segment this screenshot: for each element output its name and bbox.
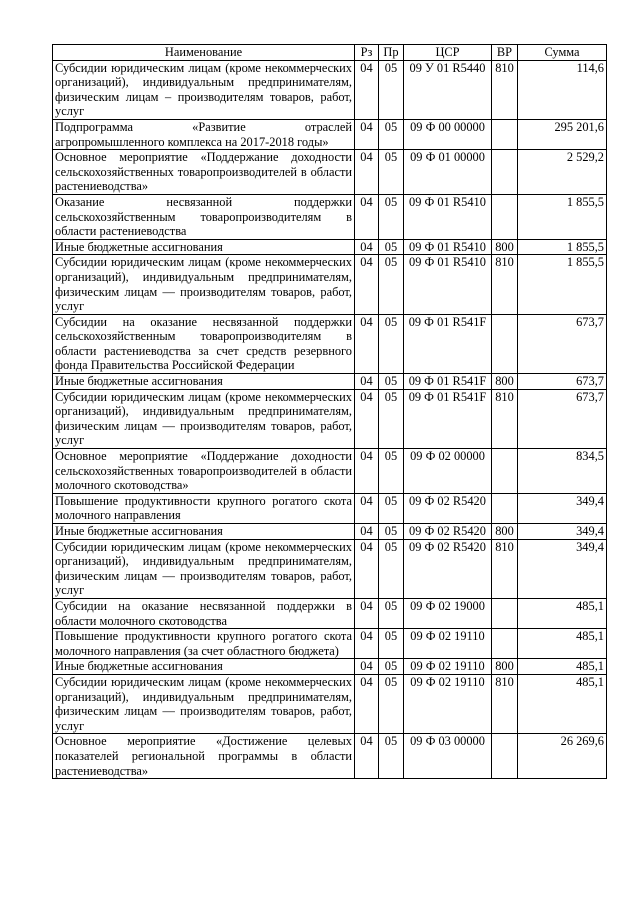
- table-row: [53, 255, 607, 314]
- table-row: [53, 150, 607, 195]
- cell-sum: 485,1: [518, 629, 607, 659]
- header-vr: ВР: [492, 45, 518, 61]
- table-row: [53, 389, 607, 448]
- cell-pr: 05: [379, 449, 404, 494]
- cell-vr: 810: [492, 255, 518, 314]
- cell-vr: 800: [492, 374, 518, 390]
- cell-pr: 05: [379, 194, 404, 239]
- cell-csr: 09 Ф 01 R541F: [404, 374, 492, 390]
- cell-name: Иные бюджетные ассигнования: [53, 524, 355, 540]
- cell-name: Подпрограмма «Развитие отраслей агропромышленного комплекса на 2017-2018 годы»: [53, 119, 355, 149]
- table-header-row: [53, 45, 607, 61]
- cell-pr: 05: [379, 119, 404, 149]
- table-row: [53, 374, 607, 390]
- cell-name: Основное мероприятие «Достижение целевых показателей региональной программы в области растениеводства»: [53, 734, 355, 779]
- cell-csr: 09 Ф 01 R5410: [404, 239, 492, 255]
- cell-rz: 04: [355, 674, 379, 733]
- table-row: [53, 598, 607, 628]
- header-csr: ЦСР: [404, 45, 492, 61]
- cell-pr: 05: [379, 524, 404, 540]
- table-row: [53, 629, 607, 659]
- budget-table: [52, 44, 607, 779]
- cell-csr: 09 Ф 01 00000: [404, 150, 492, 195]
- cell-sum: 673,7: [518, 314, 607, 373]
- cell-rz: 04: [355, 239, 379, 255]
- cell-vr: [492, 194, 518, 239]
- cell-csr: 09 Ф 02 19000: [404, 598, 492, 628]
- cell-pr: 05: [379, 674, 404, 733]
- cell-pr: 05: [379, 598, 404, 628]
- cell-rz: 04: [355, 374, 379, 390]
- cell-name: Иные бюджетные ассигнования: [53, 239, 355, 255]
- cell-vr: 800: [492, 659, 518, 675]
- table-row: [53, 314, 607, 373]
- cell-sum: 1 855,5: [518, 255, 607, 314]
- header-name: Наименование: [53, 45, 355, 61]
- cell-sum: 2 529,2: [518, 150, 607, 195]
- cell-pr: 05: [379, 659, 404, 675]
- cell-pr: 05: [379, 239, 404, 255]
- cell-rz: 04: [355, 150, 379, 195]
- cell-csr: 09 Ф 00 00000: [404, 119, 492, 149]
- cell-csr: 09 Ф 02 R5420: [404, 539, 492, 598]
- cell-vr: [492, 150, 518, 195]
- cell-name: Иные бюджетные ассигнования: [53, 374, 355, 390]
- cell-vr: [492, 449, 518, 494]
- table-row: [53, 239, 607, 255]
- cell-sum: 485,1: [518, 659, 607, 675]
- cell-name: Субсидии юридическим лицам (кроме некоммерческих организаций), индивидуальным предпринимателям, физическим лицам — производителям товаров, работ, услуг: [53, 539, 355, 598]
- cell-name: Повышение продуктивности крупного рогатого скота молочного направления: [53, 493, 355, 523]
- cell-csr: 09 Ф 01 R541F: [404, 314, 492, 373]
- cell-sum: 26 269,6: [518, 734, 607, 779]
- cell-name: Субсидии юридическим лицам (кроме некоммерческих организаций), индивидуальным предпринимателям, физическим лицам — производителям товаров, работ, услуг: [53, 255, 355, 314]
- table-row: [53, 493, 607, 523]
- cell-pr: 05: [379, 539, 404, 598]
- cell-rz: 04: [355, 449, 379, 494]
- cell-csr: 09 Ф 02 19110: [404, 629, 492, 659]
- cell-sum: 1 855,5: [518, 239, 607, 255]
- cell-sum: 485,1: [518, 674, 607, 733]
- cell-pr: 05: [379, 734, 404, 779]
- cell-name: Субсидии на оказание несвязанной поддержки в области молочного скотоводства: [53, 598, 355, 628]
- cell-csr: 09 Ф 02 19110: [404, 674, 492, 733]
- header-sum: Сумма: [518, 45, 607, 61]
- table-row: [53, 524, 607, 540]
- cell-rz: 04: [355, 539, 379, 598]
- cell-pr: 05: [379, 493, 404, 523]
- cell-vr: 800: [492, 239, 518, 255]
- cell-sum: 349,4: [518, 524, 607, 540]
- cell-sum: 349,4: [518, 539, 607, 598]
- table-row: [53, 60, 607, 119]
- cell-pr: 05: [379, 314, 404, 373]
- cell-pr: 05: [379, 255, 404, 314]
- cell-sum: 114,6: [518, 60, 607, 119]
- cell-vr: 810: [492, 60, 518, 119]
- cell-sum: 1 855,5: [518, 194, 607, 239]
- cell-rz: 04: [355, 119, 379, 149]
- table-row: [53, 539, 607, 598]
- cell-vr: [492, 119, 518, 149]
- cell-vr: [492, 629, 518, 659]
- cell-vr: [492, 734, 518, 779]
- cell-rz: 04: [355, 598, 379, 628]
- cell-name: Субсидии юридическим лицам (кроме некоммерческих организаций), индивидуальным предпринимателям, физическим лицам — производителям товаров, работ, услуг: [53, 674, 355, 733]
- cell-rz: 04: [355, 60, 379, 119]
- cell-vr: [492, 493, 518, 523]
- cell-name: Субсидии юридическим лицам (кроме некоммерческих организаций), индивидуальным предпринимателям, физическим лицам — производителям товаров, работ, услуг: [53, 389, 355, 448]
- cell-pr: 05: [379, 374, 404, 390]
- cell-sum: 349,4: [518, 493, 607, 523]
- cell-pr: 05: [379, 629, 404, 659]
- cell-vr: 810: [492, 389, 518, 448]
- cell-name: Оказание несвязанной поддержки сельскохозяйственным товаропроизводителям в области растениеводства: [53, 194, 355, 239]
- cell-rz: 04: [355, 524, 379, 540]
- cell-rz: 04: [355, 734, 379, 779]
- header-pr: Пр: [379, 45, 404, 61]
- cell-rz: 04: [355, 255, 379, 314]
- cell-vr: [492, 598, 518, 628]
- table-row: [53, 449, 607, 494]
- cell-csr: 09 Ф 01 R5410: [404, 255, 492, 314]
- cell-name: Основное мероприятие «Поддержание доходности сельскохозяйственных товаропроизводителей в области растениеводства»: [53, 150, 355, 195]
- cell-csr: 09 Ф 02 00000: [404, 449, 492, 494]
- cell-vr: 800: [492, 524, 518, 540]
- cell-name: Субсидии юридическим лицам (кроме некоммерческих организаций), индивидуальным предпринимателям, физическим лицам – производителям товаров, работ, услуг: [53, 60, 355, 119]
- cell-name: Субсидии на оказание несвязанной поддержки сельскохозяйственным товаропроизводителям в области растениеводства за счет средств резервного фонда Правительства Российской Федерации: [53, 314, 355, 373]
- cell-rz: 04: [355, 659, 379, 675]
- cell-csr: 09 Ф 03 00000: [404, 734, 492, 779]
- cell-name: Повышение продуктивности крупного рогатого скота молочного направления (за счет областного бюджета): [53, 629, 355, 659]
- cell-pr: 05: [379, 60, 404, 119]
- cell-rz: 04: [355, 629, 379, 659]
- cell-csr: 09 Ф 02 19110: [404, 659, 492, 675]
- cell-csr: 09 Ф 01 R541F: [404, 389, 492, 448]
- cell-sum: 295 201,6: [518, 119, 607, 149]
- cell-csr: 09 Ф 01 R5410: [404, 194, 492, 239]
- cell-rz: 04: [355, 194, 379, 239]
- table-row: [53, 194, 607, 239]
- cell-rz: 04: [355, 493, 379, 523]
- cell-sum: 485,1: [518, 598, 607, 628]
- header-rz: Рз: [355, 45, 379, 61]
- cell-pr: 05: [379, 389, 404, 448]
- table-row: [53, 734, 607, 779]
- cell-csr: 09 Ф 02 R5420: [404, 524, 492, 540]
- cell-name: Основное мероприятие «Поддержание доходности сельскохозяйственных товаропроизводителей в области молочного скотоводства»: [53, 449, 355, 494]
- cell-vr: [492, 314, 518, 373]
- table-row: [53, 119, 607, 149]
- cell-vr: 810: [492, 674, 518, 733]
- cell-sum: 673,7: [518, 389, 607, 448]
- cell-csr: 09 Ф 02 R5420: [404, 493, 492, 523]
- cell-rz: 04: [355, 314, 379, 373]
- cell-rz: 04: [355, 389, 379, 448]
- table-row: [53, 659, 607, 675]
- cell-pr: 05: [379, 150, 404, 195]
- cell-vr: 810: [492, 539, 518, 598]
- table-row: [53, 674, 607, 733]
- cell-csr: 09 У 01 R5440: [404, 60, 492, 119]
- cell-sum: 834,5: [518, 449, 607, 494]
- cell-sum: 673,7: [518, 374, 607, 390]
- cell-name: Иные бюджетные ассигнования: [53, 659, 355, 675]
